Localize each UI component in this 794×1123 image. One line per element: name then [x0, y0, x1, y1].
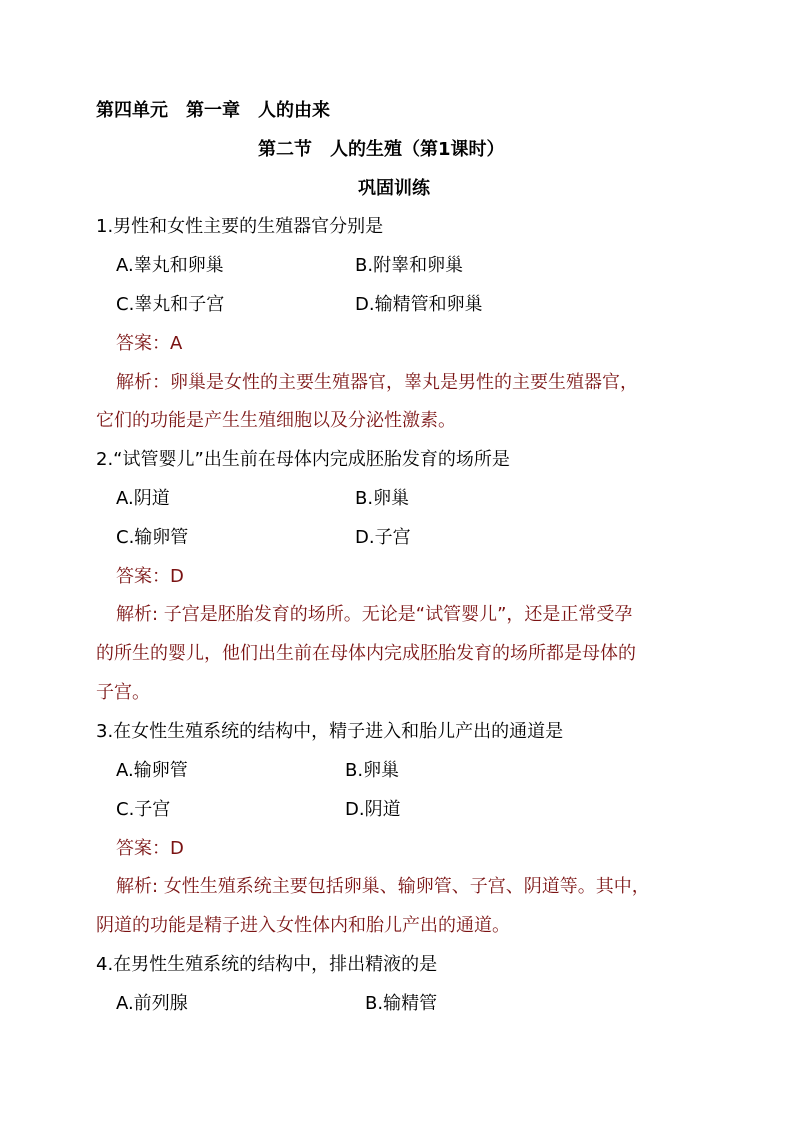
analysis-line: 的所生的婴儿，他们出生前在母体内完成胚胎发育的场所都是母体的	[96, 643, 636, 664]
option-d: D.阴道	[345, 799, 401, 820]
option-c: C.输卵管	[116, 527, 189, 548]
analysis-line: 子宫。	[96, 682, 150, 703]
option-a: A.输卵管	[116, 760, 188, 781]
option-b: B.卵巢	[345, 760, 400, 781]
unit-heading: 第四单元 第一章 人的由来	[96, 100, 330, 121]
option-c: C.子宫	[116, 799, 171, 820]
question-stem: 2.“试管婴儿”出生前在母体内完成胚胎发育的场所是	[96, 449, 510, 470]
answer-text: 答案：D	[116, 838, 184, 859]
option-c: C.睾丸和子宫	[116, 294, 225, 315]
option-a: A.睾丸和卵巢	[116, 255, 224, 276]
answer-text: 答案：D	[116, 566, 184, 587]
answer-text: 答案：A	[116, 333, 183, 354]
option-b: B.输精管	[365, 993, 438, 1014]
analysis-line: 它们的功能是产生生殖细胞以及分泌性激素。	[96, 410, 456, 431]
question-stem: 1.男性和女性主要的生殖器官分别是	[96, 216, 384, 237]
question-stem: 3.在女性生殖系统的结构中，精子进入和胎儿产出的通道是	[96, 721, 564, 742]
option-a: A.阴道	[116, 488, 170, 509]
option-b: B.附睾和卵巢	[355, 255, 464, 276]
option-d: D.输精管和卵巢	[355, 294, 483, 315]
analysis-line: 解析: 女性生殖系统主要包括卵巢、输卵管、子宫、阴道等。其中，	[116, 876, 650, 897]
exercise-title: 巩固训练	[358, 178, 430, 199]
question-stem: 4.在男性生殖系统的结构中，排出精液的是	[96, 954, 438, 975]
option-b: B.卵巢	[355, 488, 410, 509]
analysis-line: 解析: 子宫是胚胎发育的场所。无论是“试管婴儿”，还是正常受孕	[116, 604, 633, 625]
option-a: A.前列腺	[116, 993, 188, 1014]
analysis-line: 阴道的功能是精子进入女性体内和胎儿产出的通道。	[96, 915, 510, 936]
option-d: D.子宫	[355, 527, 411, 548]
section-heading: 第二节 人的生殖（第1课时）	[258, 139, 505, 160]
analysis-line: 解析：卵巢是女性的主要生殖器官，睾丸是男性的主要生殖器官，	[116, 372, 638, 393]
